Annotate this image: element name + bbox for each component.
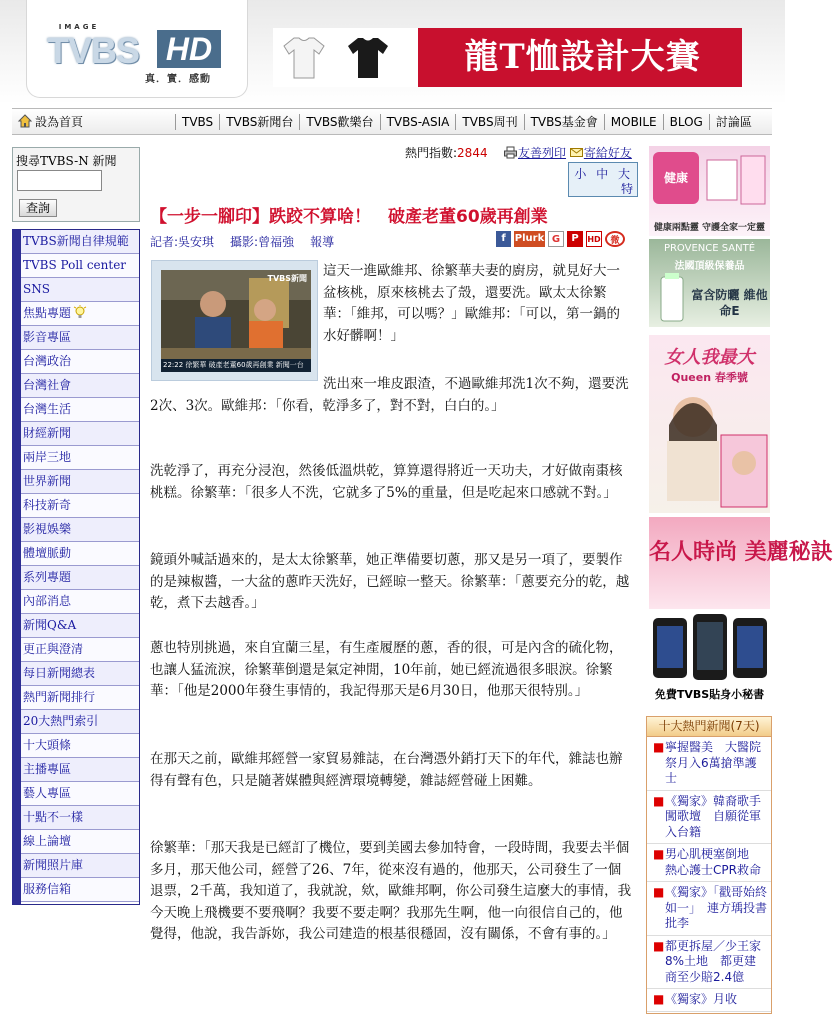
side-menu [12,229,140,905]
set-homepage-link[interactable] [18,114,83,130]
menu-item-celebrities[interactable]: 藝人專區 [21,782,139,806]
menu-item-cross-strait[interactable]: 兩岸三地 [21,446,139,470]
nav-link-blog[interactable]: BLOG [663,114,709,130]
weibo-share-icon[interactable]: 微 [605,231,625,247]
menu-item-anchors[interactable]: 主播專區 [21,758,139,782]
menu-item-series[interactable]: 系列專題 [21,566,139,590]
menu-item-poll-center[interactable]: TVBS Poll center [21,254,139,278]
nav-link-news[interactable]: TVBS新聞台 [219,114,299,130]
top10-news-title: 《獨家》韓裔歌手闖歌壇 自願從軍入台籍 [665,793,762,839]
menu-item-hot-ranking[interactable]: 熱門新聞排行 [21,686,139,710]
photo-channel-logo: TVBS新聞 [267,274,307,283]
bullet-icon: ■ [653,938,665,953]
article-tools [504,144,632,161]
hd-share-icon[interactable]: HD [586,231,602,247]
print-link[interactable]: 友善列印 [518,146,567,160]
logo-hd-text: HD [157,30,221,68]
banner-title: 龍T恤設計大賽 [464,37,701,77]
nav-link-asia[interactable]: TVBS-ASIA [380,114,456,130]
celebrity-fashion-ad[interactable] [649,517,833,609]
menu-item-world[interactable]: 世界新聞 [21,470,139,494]
nav-link-mobile[interactable]: MOBILE [604,114,663,130]
top10-news-title: 男心肌梗塞倒地 熱心護士CPR救命 [665,847,762,877]
lightbulb-icon [73,305,87,319]
menu-item-ten-oclock[interactable]: 十點不一樣 [21,806,139,830]
article-paragraph: 這天一進歐維邦、徐繁華夫妻的廚房，就見好大一盆核桃，原來核桃去了殼，還要洗。歐太太徐繁華：「維邦，可以嗎？」歐維邦：「可以，第一鍋的水好髒啊！」 [323,263,620,344]
mobile-app-ad-label: 免費TVBS貼身小秘書 [654,688,765,701]
photo-caption: 22:22 徐繁華 破產老董60歲再創業 新聞一台 [161,359,311,372]
menu-item-focus-topics[interactable] [21,302,139,326]
article-paragraph: 鏡頭外喊話過來的，是太太徐繁華，她正準備要切蔥，那又是另一項了，要製作的是辣椒醬，一大盆的蔥昨天洗好，已經晾一整天。徐繁華：「蔥要充分的乾，越乾，煮下去越香。」 [150,552,630,611]
magazine-ad[interactable] [649,335,770,513]
menu-item-society[interactable]: 台灣社會 [21,374,139,398]
health-ad[interactable] [649,146,770,236]
hot-index-label: 熱門指數: [405,146,458,160]
mobile-app-ad[interactable] [649,612,770,703]
menu-item-qa[interactable]: 新聞Q&A [21,614,139,638]
skincare-ad-brand: PROVENCE SANTÉ [663,243,756,254]
facebook-share-icon[interactable]: f [496,231,511,247]
top-navigation [12,108,772,135]
article-paragraph: 洗出來一堆皮跟渣，不過歐維邦洗1次不夠，還要洗2次、3次。歐維邦：「你看，乾淨多了，對不對，白白的。」 [150,376,629,414]
skincare-bottle-icon [657,273,687,323]
printer-icon [504,147,517,158]
font-size-extra[interactable]: 特 [620,182,633,196]
menu-item-finance[interactable]: 財經新聞 [21,422,139,446]
bullet-icon: ■ [653,793,665,808]
article-paragraph: 徐繁華：「那天我是已經訂了機位，要到美國去參加特會，一段時間，我要去半個多月，那天他公司，經營了26、7年，從來沒有過的，他那天，公司發生了一個退票，2千萬，我知道了，我就說，欸，歐維邦啊，你公司發生這麼大的事情，我今天晚上飛機要不要飛啊？我要不要走啊？我那先生啊，他一向很信自己的，他覺得，他說，我告訴妳，我公司建造的根基很穩固，沒有關係，不會有事的。」 [150,840,632,942]
news-search-box [12,147,140,222]
menu-item-daily-list[interactable]: 每日新聞總表 [21,662,139,686]
logo-image-text: IMAGE [58,23,100,31]
banner-ad[interactable] [273,28,742,87]
top10-hot-news [646,716,772,1014]
article-byline [150,233,350,250]
top10-news-item[interactable] [647,844,771,882]
white-tshirt-icon [279,32,329,82]
news-photo-frame [151,260,318,381]
menu-item-corrections[interactable]: 更正與澄清 [21,638,139,662]
menu-item-photo-library[interactable]: 新聞照片庫 [21,854,139,878]
top10-news-title: 寧握醫美 大醫院祭月入6萬搶準護士 [665,740,762,785]
banner-shirt-area [273,28,418,87]
menu-item-politics[interactable]: 台灣政治 [21,350,139,374]
hot-index-value: 2844 [457,146,488,160]
news-photo[interactable] [161,270,311,372]
black-tshirt-icon [343,32,393,82]
nav-link-foundation[interactable]: TVBS基金會 [524,114,604,130]
mail-friend-link[interactable]: 寄給好友 [583,146,632,160]
skincare-ad[interactable] [649,239,770,327]
plurk-share-icon[interactable]: Plurk [514,231,545,247]
top10-title: 十大熱門新聞(7天) [647,717,771,737]
menu-item-service-mail[interactable]: 服務信箱 [21,878,139,902]
menu-item-tech[interactable]: 科技新奇 [21,494,139,518]
top10-news-title: 《獨家》月收 [665,992,738,1006]
skincare-ad-subtitle: 法國頂級保養品 [674,261,745,272]
home-icon [18,114,32,128]
logo-slogan: 真．實．感動 [145,74,211,85]
menu-item-self-regulation[interactable]: TVBS新聞自律規範 [21,230,139,254]
magazine-cover-image [649,385,770,513]
nav-link-tvbs[interactable]: TVBS [175,114,219,130]
celebrity-ad-line: 名人時尚 美麗秘訣 [649,539,833,565]
top10-news-item[interactable] [647,936,771,990]
article-paragraph: 蔥也特別挑過，來自宜蘭三星，有生產履歷的蔥，香的很，可是內含的硫化物，也讓人猛流淚，徐繁華倒還是氣定神閒，10年前，她已經流過很多眼淚。徐繁華：「他是2000年發生事情的，我記得那天是6月30日，他那天很特別。」 [150,640,623,699]
top10-news-item[interactable] [647,791,771,845]
phones-image [649,612,770,684]
google-share-icon[interactable]: G [548,231,564,247]
bullet-icon: ■ [653,740,665,754]
health-ad-image [649,146,770,216]
logo-main-text: TVBS [47,30,140,71]
magazine-ad-title: 女人我最大 [664,347,755,368]
top10-news-item[interactable] [647,989,771,1012]
menu-item-top20-index[interactable]: 20大熱門索引 [21,710,139,734]
set-homepage-label: 設為首頁 [35,115,84,129]
nav-link-forum[interactable]: 討論區 [709,114,758,130]
mail-icon [570,147,583,158]
kitchen-scene-image [161,270,311,372]
skincare-ad-slogan: 富含防曬 維他命E [691,288,768,318]
nav-link-entertainment[interactable]: TVBS歡樂台 [299,114,379,130]
article-title: 【一步一腳印】跌跤不算啥！ 破產老董60歲再創業 [150,207,548,227]
channel-links [175,114,758,130]
bullet-icon: ■ [653,992,665,1006]
magazine-ad-subtitle: Queen 春季號 [671,371,748,384]
camera-name: 攝影:曾福強 [230,235,295,249]
tvbs-hd-logo[interactable] [26,0,248,98]
share-icons [496,231,625,251]
top10-news-item[interactable] [647,737,771,791]
bullet-icon: ■ [653,885,665,899]
menu-item-life[interactable]: 台灣生活 [21,398,139,422]
top10-news-title: 《獨家》「戳哥始終如一」 連方瑀投書批李 [665,885,768,930]
report-link[interactable]: 報導 [310,235,335,249]
font-size-options[interactable]: 小 中 大 [574,167,633,181]
menu-item-inside[interactable]: 內部消息 [21,590,139,614]
nav-link-weekly[interactable]: TVBS周刊 [455,114,523,130]
p-share-icon[interactable]: P [567,231,583,247]
reporter-name: 記者:吳安琪 [150,235,215,249]
top10-news-item[interactable] [647,882,771,936]
menu-item-forum[interactable]: 線上論壇 [21,830,139,854]
svg-text:健康: 健康 [663,171,689,185]
menu-item-sns[interactable]: SNS [21,278,139,302]
search-input[interactable] [17,170,102,191]
font-size-selector[interactable] [568,162,638,197]
menu-item-top10-headlines[interactable]: 十大頭條 [21,734,139,758]
menu-item-focus-label: 焦點專題 [23,306,72,320]
top10-news-title: 都更拆屋／少王家8%土地 都更建商至少賠2.4億 [665,938,762,984]
article-paragraph: 在那天之前，歐維邦經營一家貿易雜誌，在台灣憑外銷打天下的年代，雜誌也辦得有聲有色，只是隨著媒體與經濟環境轉變，雜誌經營碰上困難。 [150,751,623,789]
bullet-icon: ■ [653,847,665,861]
menu-item-sports[interactable]: 體壇脈動 [21,542,139,566]
search-button[interactable]: 查詢 [19,199,57,217]
hot-index [405,144,488,161]
search-label: 搜尋TVBS-N 新聞 [16,154,117,168]
menu-item-showbiz[interactable]: 影視娛樂 [21,518,139,542]
menu-item-video[interactable]: 影音專區 [21,326,139,350]
article-paragraph: 洗乾淨了，再充分浸泡，然後低溫烘乾，算算還得將近一天功夫，才好做南棗核桃糕。徐繁華：「很多人不洗，它就多了5%的重量，但是吃起來口感就不對。」 [150,463,623,501]
health-ad-label: 健康兩點靈 守護全家一定靈 [653,223,766,233]
